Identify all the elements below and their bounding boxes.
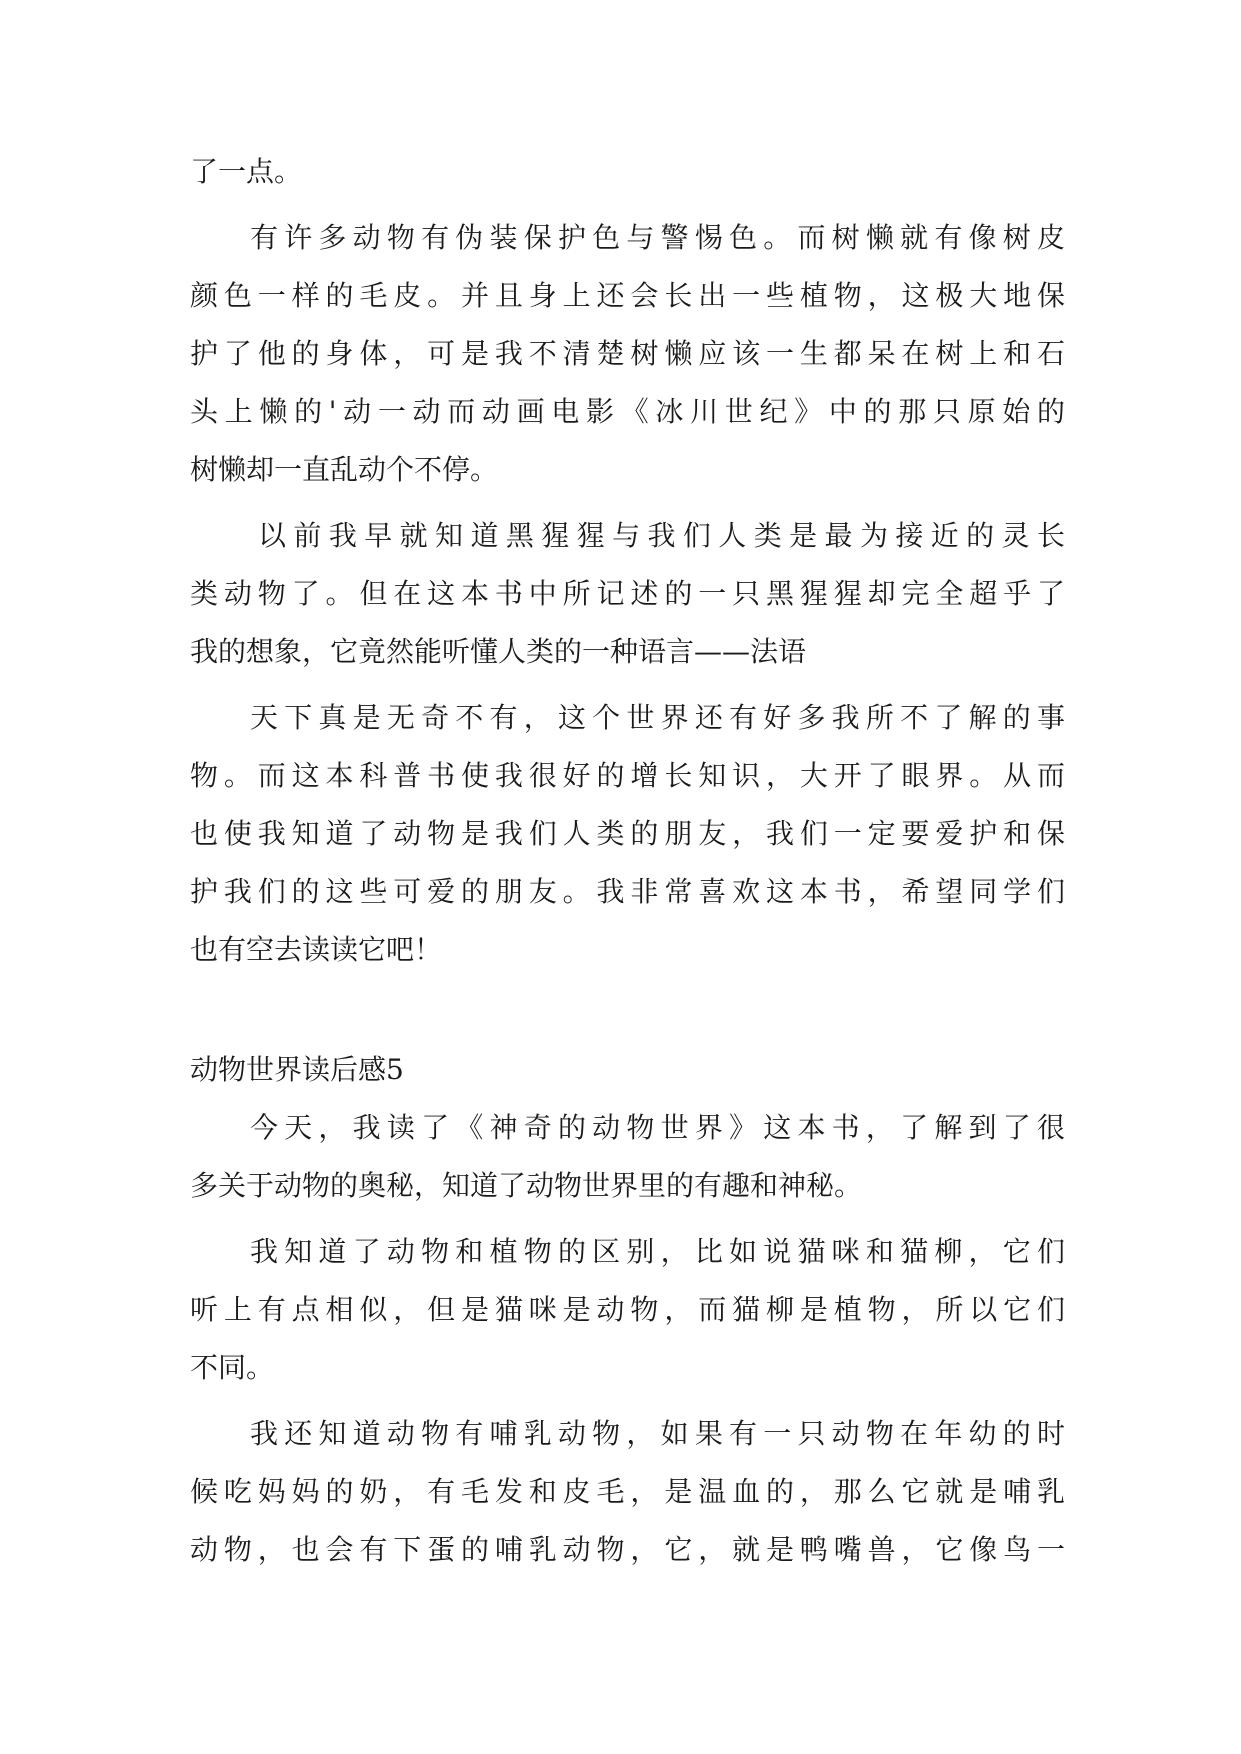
section-paragraph-2-line-2: 听上有点相似，但是猫咪是动物，而猫柳是植物，所以它们 <box>190 1293 1065 1326</box>
paragraph-2-line-2: 类动物了。但在这本书中所记述的一只黑猩猩却完全超乎了 <box>190 577 1065 610</box>
paragraph-1-line-2: 颜色一样的毛皮。并且身上还会长出一些植物，这极大地保 <box>190 279 1065 312</box>
section-paragraph-3-line-2: 候吃妈妈的奶，有毛发和皮毛，是温血的，那么它就是哺乳 <box>190 1475 1065 1508</box>
paragraph-2-line-1: 以前我早就知道黑猩猩与我们人类是最为接近的灵长 <box>258 519 1065 552</box>
paragraph-3-line-2: 物。而这本科普书使我很好的增长知识，大开了眼界。从而 <box>190 759 1065 792</box>
paragraph-1-line-1: 有许多动物有伪装保护色与警惕色。而树懒就有像树皮 <box>250 221 1065 254</box>
paragraph-3-line-1: 天下真是无奇不有，这个世界还有好多我所不了解的事 <box>250 701 1065 734</box>
paragraph-2-line-3: 我的想象，它竟然能听懂人类的一种语言——法语 <box>190 635 807 668</box>
paragraph-1-line-4: 头上懒的'动一动而动画电影《冰川世纪》中的那只原始的 <box>190 395 1065 428</box>
paragraph-1-line-3: 护了他的身体，可是我不清楚树懒应该一生都呆在树上和石 <box>190 337 1065 370</box>
paragraph-0-line-1: 了一点。 <box>190 155 303 188</box>
section-paragraph-2-line-1: 我知道了动物和植物的区别，比如说猫咪和猫柳，它们 <box>250 1235 1065 1268</box>
paragraph-3-line-5: 也有空去读读它吧！ <box>190 933 443 966</box>
section-paragraph-1-line-1: 今天，我读了《神奇的动物世界》这本书，了解到了很 <box>250 1111 1065 1144</box>
section-title: 动物世界读后感5 <box>190 1053 404 1086</box>
paragraph-3-line-3: 也使我知道了动物是我们人类的朋友，我们一定要爱护和保 <box>190 817 1065 850</box>
section-paragraph-1-line-2: 多关于动物的奥秘，知道了动物世界里的有趣和神秘。 <box>190 1169 863 1202</box>
section-paragraph-3-line-1: 我还知道动物有哺乳动物，如果有一只动物在年幼的时 <box>250 1417 1065 1450</box>
section-paragraph-3-line-3: 动物，也会有下蛋的哺乳动物，它，就是鸭嘴兽，它像鸟一 <box>190 1533 1065 1566</box>
paragraph-3-line-4: 护我们的这些可爱的朋友。我非常喜欢这本书，希望同学们 <box>190 875 1065 908</box>
paragraph-1-line-5: 树懒却一直乱动个不停。 <box>190 453 499 486</box>
section-paragraph-2-line-3: 不同。 <box>190 1351 275 1384</box>
